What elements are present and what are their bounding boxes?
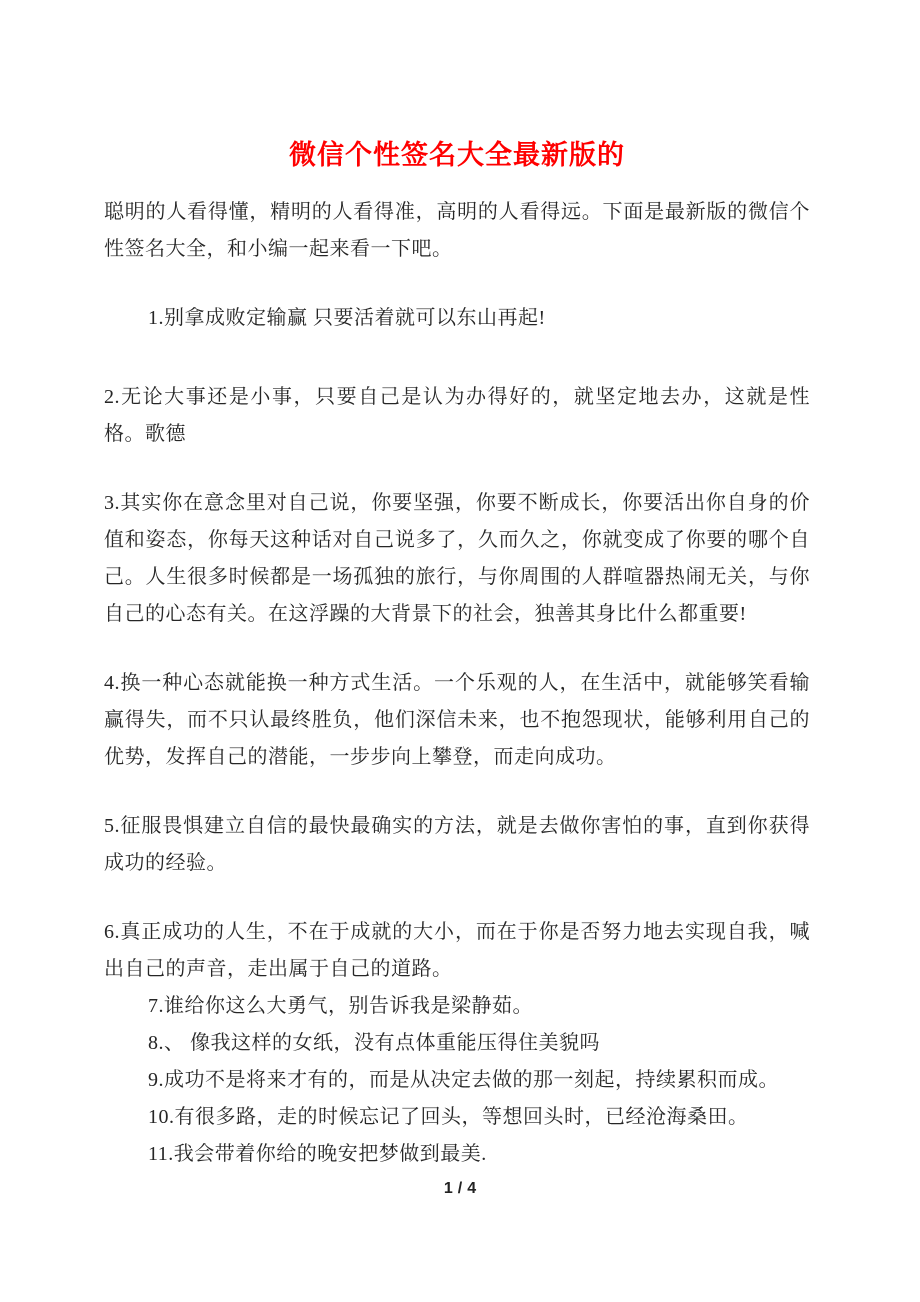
page-number-total: 4 — [467, 1180, 477, 1197]
document-title: 微信个性签名大全最新版的 — [289, 140, 625, 170]
intro-paragraph: 聪明的人看得懂，精明的人看得准，高明的人看得远。下面是最新版的微信个性签名大全，和小编一起来看一下吧。 — [104, 201, 810, 260]
signature-item-6: 6.真正成功的人生，不在于成就的大小，而在于你是否努力地去实现自我，喊出自己的声音，走出属于自己的道路。 — [104, 921, 810, 980]
signature-item-2: 2.无论大事还是小事，只要自己是认为办得好的，就坚定地去办，这就是性格。歌德 — [104, 386, 810, 445]
signature-item-8: 8.、 像我这样的女纸，没有点体重能压得住美貌吗 — [148, 1032, 600, 1054]
signature-item-5: 5.征服畏惧建立自信的最快最确实的方法，就是去做你害怕的事，直到你获得成功的经验。 — [104, 815, 810, 874]
signature-item-7: 7.谁给你这么大勇气，别告诉我是梁静茹。 — [148, 995, 533, 1017]
page-number-separator: / — [457, 1180, 463, 1197]
document-content — [104, 138, 810, 1173]
page-footer — [0, 1180, 920, 1198]
signature-item-3: 3.其实你在意念里对自己说，你要坚强，你要不断成长，你要活出你自身的价值和姿态，你每天这种话对自己说多了，久而久之，你就变成了你要的哪个自己。人生很多时候都是一场孤独的旅行，与你周围的人群喧器热闹无关，与你自己的心态有关。在这浮躁的大背景下的社会，独善其身比什么都重要! — [104, 492, 810, 625]
signature-item-4: 4.换一种心态就能换一种方式生活。一个乐观的人，在生活中，就能够笑看输赢得失，而不只认最终胜负，他们深信未来，也不抱怨现状，能够利用自己的优势，发挥自己的潜能，一步步向上攀登，而走向成功。 — [104, 672, 810, 768]
signature-item-11: 11.我会带着你给的晚安把梦做到最美. — [148, 1143, 487, 1165]
page-number-current: 1 — [443, 1180, 453, 1197]
signature-item-9: 9.成功不是将来才有的，而是从决定去做的那一刻起，持续累积而成。 — [148, 1069, 779, 1091]
signature-item-1: 1.别拿成败定输赢 只要活着就可以东山再起! — [148, 307, 546, 329]
signature-item-10: 10.有很多路，走的时候忘记了回头，等想回头时，已经沧海桑田。 — [148, 1106, 749, 1128]
